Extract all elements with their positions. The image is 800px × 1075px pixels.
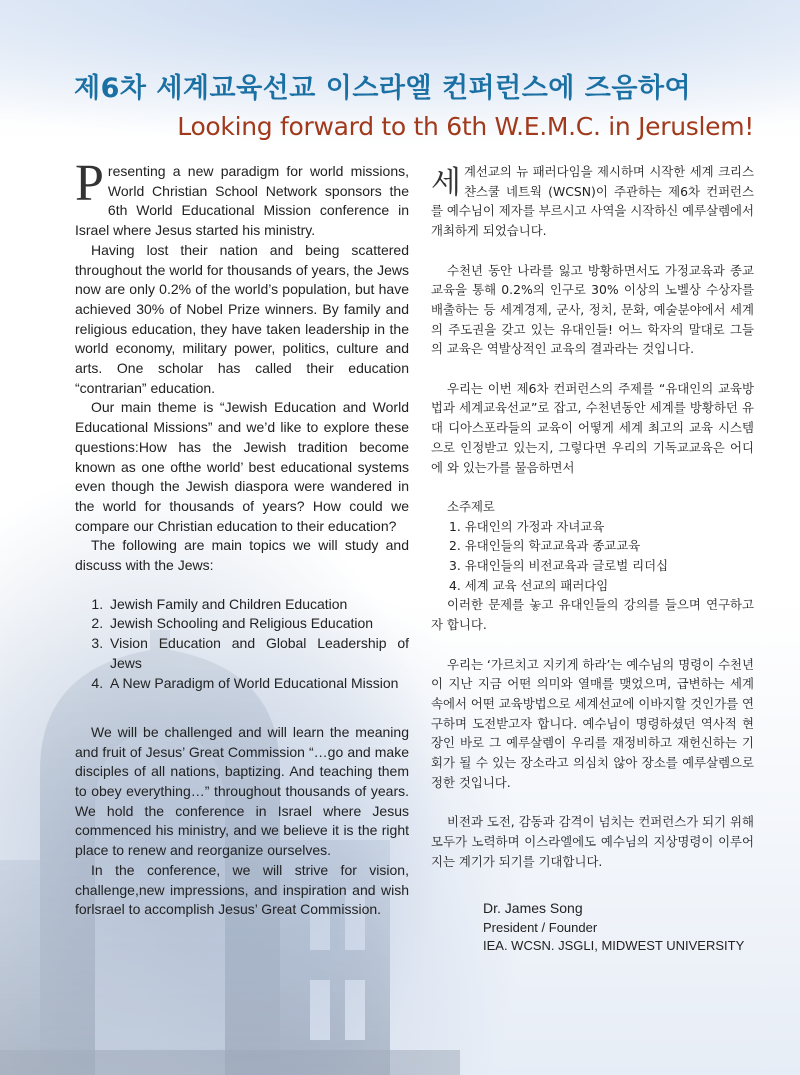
signature-organizations: IEA. WCSN. JSGLI, MIDWEST UNIVERSITY <box>483 937 745 953</box>
signature-title: President / Founder <box>483 919 598 935</box>
list-item: 1. 유대인의 가정과 자녀교육 <box>449 518 605 534</box>
page-title-english: Looking forward to th 6th W.E.M.C. in Jeruslem! <box>177 112 754 141</box>
list-item: 4. A New Paradigm of World Educational Mission <box>107 674 409 694</box>
list-item: 2. 유대인들의 학교교육과 종교교육 <box>449 538 641 554</box>
english-paragraph-4: The following are main topics we will study and discuss with the Jews: <box>75 537 409 574</box>
korean-paragraph-6: 비전과 도전, 감동과 감격이 넘치는 컨퍼런스가 되기 위해 모두가 노력하며 이스라엘에도 예수님의 지상명령이 이루어지는 계기가 되기를 기대합니다. <box>431 814 754 869</box>
english-column <box>75 155 409 920</box>
drop-cap: P <box>75 155 104 212</box>
signature-block <box>431 899 754 955</box>
list-item: 4. 세계 교육 선교의 패러다임 <box>449 577 609 593</box>
list-item: 3. Vision Education and Global Leadership of Jews <box>107 634 409 673</box>
drop-cap-korean: 세 <box>431 165 461 201</box>
list-item: 1. Jewish Family and Children Education <box>107 595 409 615</box>
korean-subtopics-heading: 소주제로 <box>447 498 495 514</box>
topics-list <box>75 595 409 694</box>
korean-paragraph-1: 세계선교의 뉴 패러다임을 제시하며 시작한 세계 크리스챤스쿨 네트웍 (WCSN)이 주관하는 제6차 컨퍼런스를 예수님이 제자를 부르시고 사역을 시작하신 예루살렘에서 개최하게 되었습니다. <box>431 164 754 239</box>
english-paragraph-6: In the conference, we will strive for vision, challenge,new impressions, and inspiration and wish forlsrael to accomplish Jesus’ Great Commission. <box>75 861 409 918</box>
signature-name: Dr. James Song <box>483 900 583 917</box>
korean-paragraph-4: 이러한 문제를 놓고 유대인들의 강의를 들으며 연구하고자 합니다. <box>431 597 754 633</box>
korean-paragraph-3: 우리는 이번 제6차 컨퍼런스의 주제를 “유대인의 교육방법과 세계교육선교”로 잡고, 수천년동안 세계를 방황하던 유대 디아스포라들의 교육이 어떻게 세계 최고의 교육 시스템으로 인정받고 있는지, 그렇다면 우리의 기독교교육은 어디에 와 있는가를 물음하면서 <box>431 380 754 475</box>
english-paragraph-5: We will be challenged and will learn the meaning and fruit of Jesus’ Great Commission “…go and make disciples of all nations, baptizing. And teaching them to obey everything…” throughout thousands of years. We hold the conference in Israel where Jesus commenced his ministry, and we believe it is the right place to renew and reorganize ourselves. <box>75 723 409 859</box>
english-paragraph-2: Having lost their nation and being scattered throughout the world for thousands of years, the Jews now are only 0.2% of the world’s population, but have achieved 30% of Nobel Prize winners. By family and religious education, they have taken leadership in the world economy, military power, politics, culture and arts. One scholar has called their education “contrarian” education. <box>75 241 409 396</box>
english-paragraph-3: Our main theme is “Jewish Education and World Educational Missions” and we’d like to explore these questions:How has the Jewish tradition become known as one ofthe world’ best educational systems even though the Jewish diaspora were wandered in the world for thousands of years? How could we compare our Christian education to their education? <box>75 399 409 534</box>
list-item: 3. 유대인들의 비전교육과 글로벌 리더십 <box>449 558 669 574</box>
list-item: 2. Jewish Schooling and Religious Education <box>107 614 409 634</box>
page-title-korean: 제6차 세계교육선교 이스라엘 컨퍼런스에 즈음하여 <box>74 73 692 104</box>
korean-paragraph-2: 수천년 동안 나라를 잃고 방황하면서도 가정교육과 종교교육을 통해 0.2%의 인구로 30% 이상의 노벨상 수상자를 배출하는 등 세계경제, 군사, 정치, 문화, 예술분야에서 세계의 주도권을 갖고 있는 유대인들! 어느 학자의 말대로 그들의 교육은 역발상적인 교육의 결과라는 것입니다. <box>431 262 754 357</box>
korean-column <box>431 162 754 955</box>
english-paragraph-1: Presenting a new paradigm for world missions, World Christian School Network sponsors the 6th World Educational Mission conference in Israel where Jesus started his ministry. <box>75 155 409 239</box>
korean-subtopics-list <box>431 517 754 596</box>
korean-paragraph-5: 우리는 ‘가르치고 지키게 하라’는 예수님의 명령이 수천년이 지난 지금 어떤 의미와 열매를 맺었으며, 급변하는 세계 속에서 어떤 교육방법으로 세계선교에 이바지할 것인가를 연구하며 도전받고자 합니다. 예수님이 명령하셨던 역사적 현장인 바로 그 예루살렘이 우리를 재정비하고 재헌신하는 기회가 될 수 있는 장소라고 의심치 않아 장소를 예루살렘으로 정한 것입니다. <box>431 656 754 790</box>
